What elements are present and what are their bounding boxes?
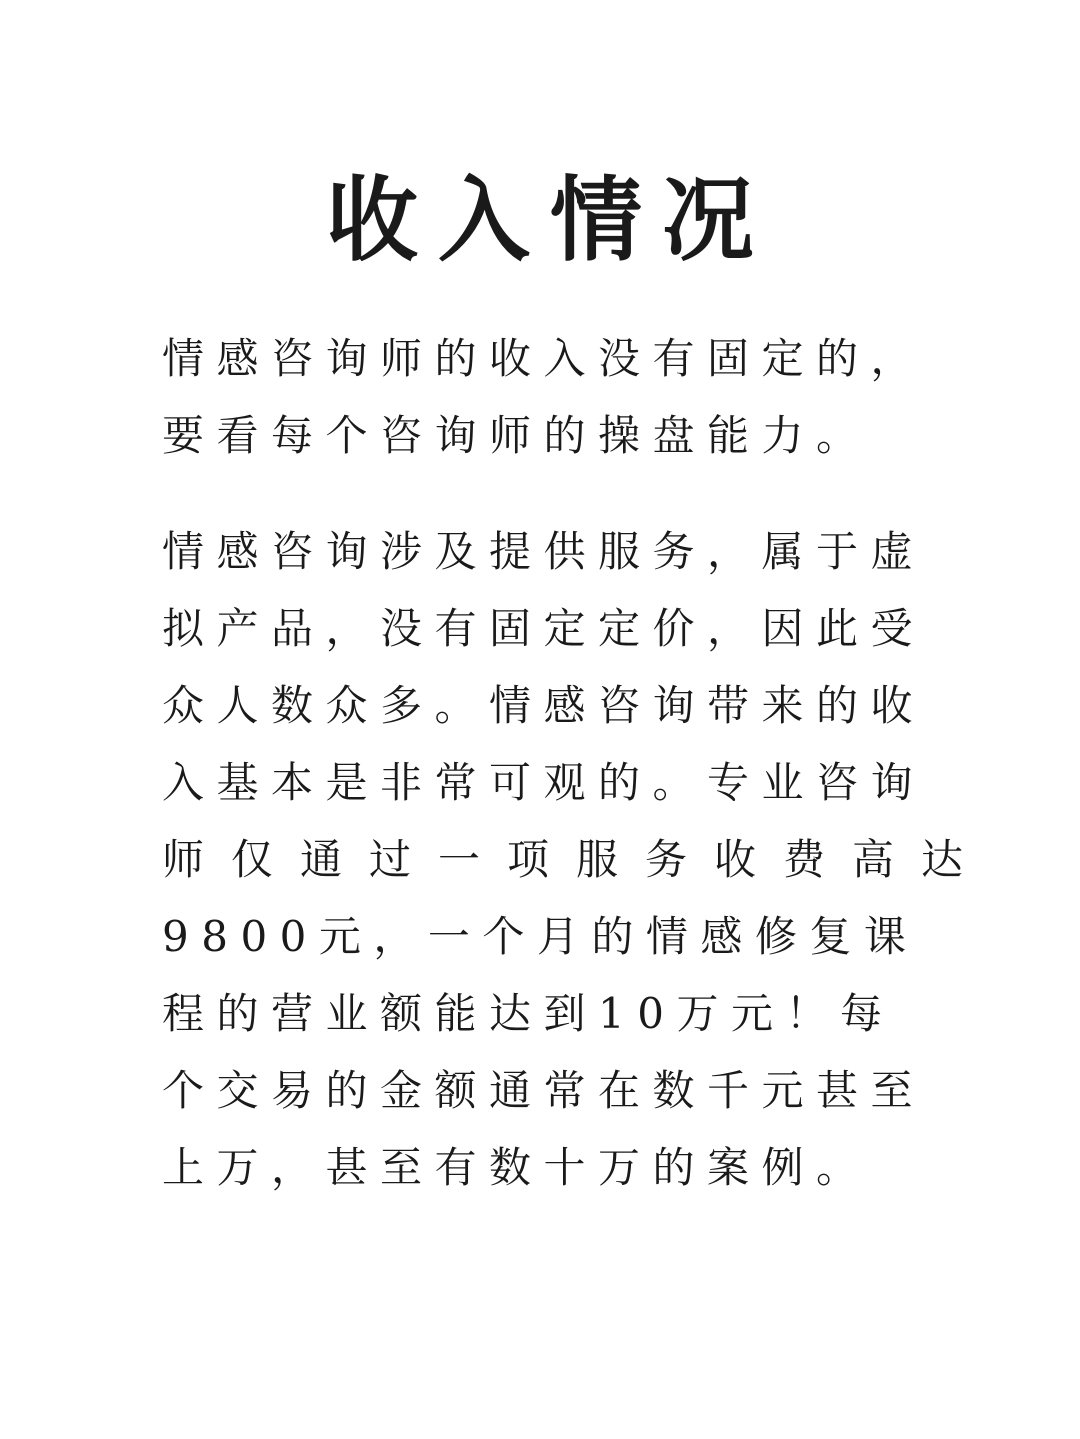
- paragraph-line: 上万，甚至有数十万的案例。: [162, 1143, 871, 1192]
- paragraph-line: 要看每个咨询师的操盘能力。: [162, 411, 871, 460]
- paragraph-line: 情感咨询涉及提供服务，属于虚: [162, 527, 926, 576]
- paragraph-line: 个交易的金额通常在数千元甚至: [162, 1066, 926, 1115]
- paragraph-line: 师仅通过一项服务收费高达: [162, 835, 991, 884]
- paragraph-intro: [162, 320, 925, 474]
- paragraph-details: [162, 513, 990, 1206]
- paragraph-line: 众人数众多。情感咨询带来的收: [162, 681, 926, 730]
- paragraph-line: 拟产品，没有固定定价，因此受: [162, 604, 926, 653]
- paragraph-line: 情感咨询师的收入没有固定的，: [162, 334, 926, 383]
- paragraph-line: 入基本是非常可观的。专业咨询: [162, 758, 926, 807]
- page-title: 收入情况: [325, 166, 774, 274]
- paragraph-line: 程的营业额能达到10万元！每: [162, 989, 895, 1038]
- paragraph-line: 9800元，一个月的情感修复课: [162, 912, 919, 961]
